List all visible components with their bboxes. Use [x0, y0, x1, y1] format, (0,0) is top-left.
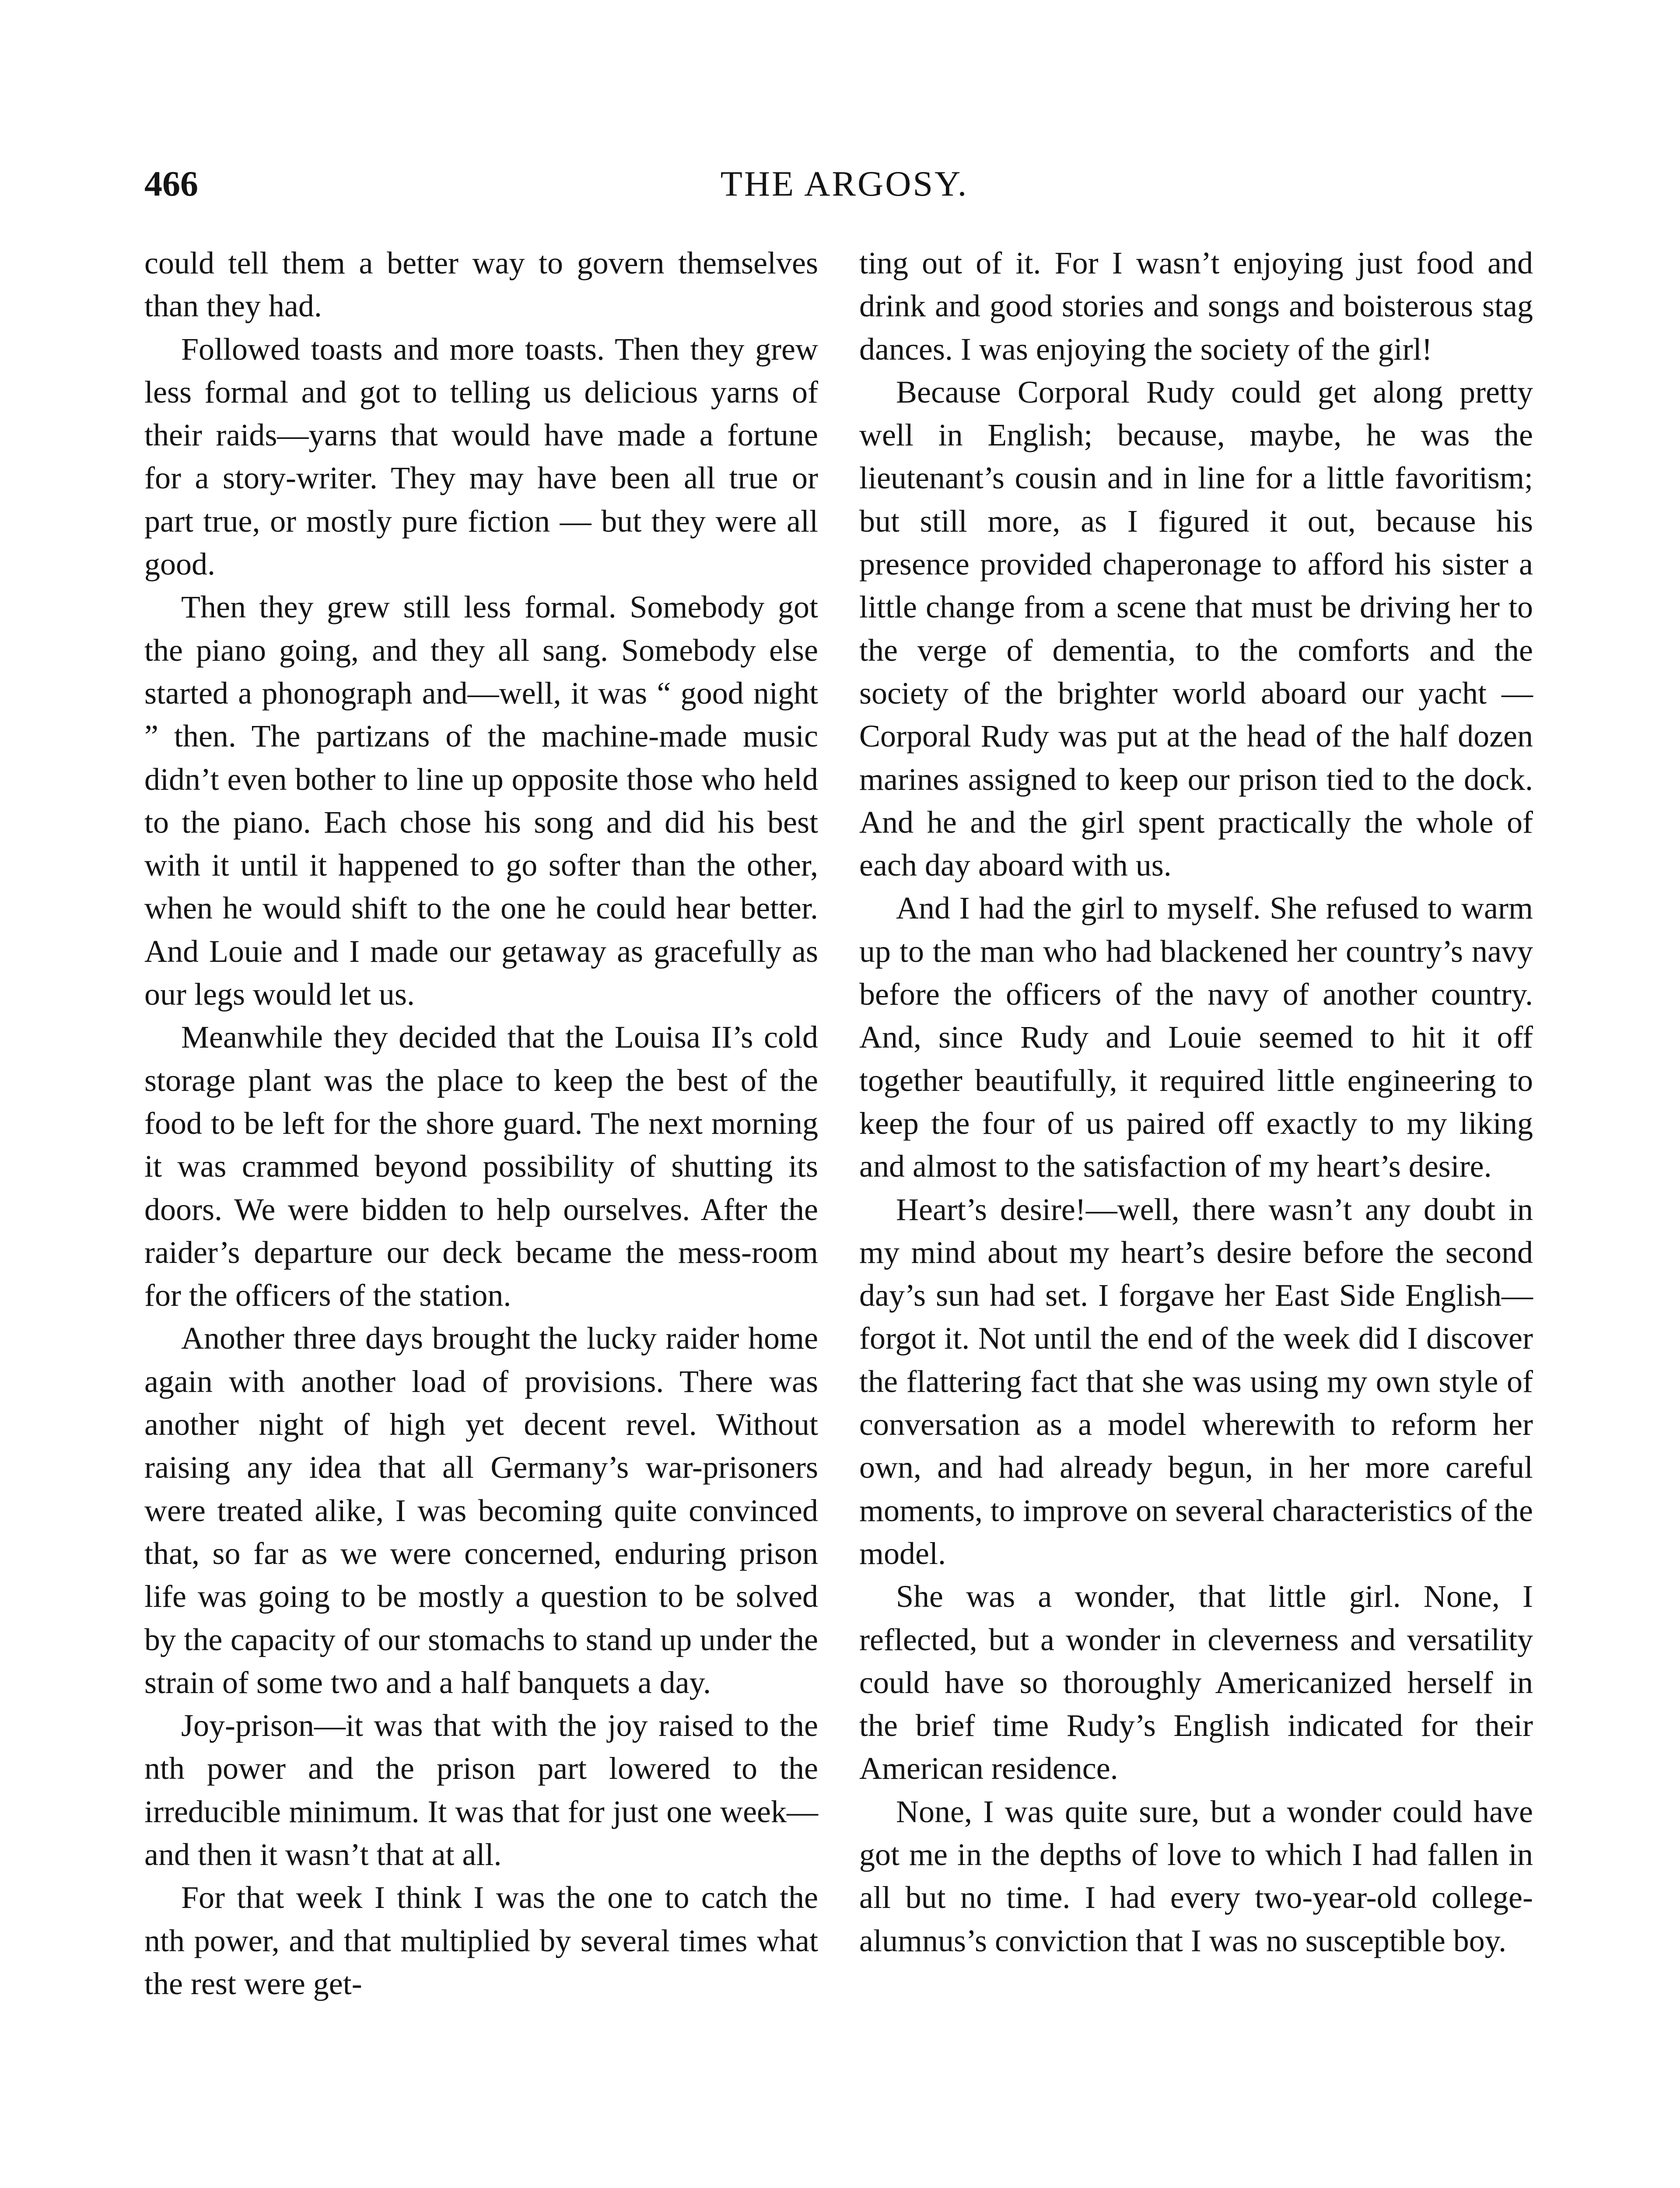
paragraph: And I had the girl to myself. She refused to warm up to the man who had blackened her country’s navy before the officers of the navy of another country. And, since Rudy and Louie seemed to hit it off together beautifully, it required little engineering to keep the four of us paired off exactly to my liking and almost to the satisfaction of my heart’s desire.	[859, 891, 1533, 1184]
page-number: 466	[144, 164, 198, 203]
running-head: THE ARGOSY.	[720, 164, 969, 203]
paragraph: Heart’s desire!—well, there wasn’t any doubt in my mind about my heart’s desire before the second day’s sun had set. I forgave her East Side English—forgot it. Not until the end of the week did I discover the flattering fact that she was using my own style of conversation as a model wherewith to reform her own, and had already begun, in her more careful moments, to improve on several characteristics of the model.	[859, 1192, 1533, 1571]
left-column	[144, 242, 818, 2005]
paragraph: ting out of it. For I wasn’t enjoying just food and drink and good stories and songs and boisterous stag dances. I was enjoying the society of the girl!	[859, 245, 1533, 367]
paragraph: Joy-prison—it was that with the joy raised to the nth power and the prison part lowered to the irreducible minimum. It was that for just one week—and then it wasn’t that at all.	[144, 1708, 818, 1872]
paragraph: She was a wonder, that little girl. None, I reflected, but a wonder in cleverness and versatility could have so thoroughly Americanized herself in the brief time Rudy’s English indicated for their American residence.	[859, 1579, 1533, 1786]
paragraph: Because Corporal Rudy could get along pretty well in English; because, maybe, he was the lieutenant’s cousin and in line for a little favoritism; but still more, as I figured it out, because his presence provided chaperonage to afford his sister a little change from a scene that must be driving her to the verge of dementia, to the comforts and the society of the brighter world aboard our yacht — Corporal Rudy was put at the head of the half dozen marines assigned to keep our prison tied to the dock. And he and the girl spent practically the whole of each day aboard with us.	[859, 374, 1533, 883]
paragraph: Meanwhile they decided that the Louisa II’s cold storage plant was the place to keep the best of the food to be left for the shore guard. The next morning it was crammed beyond possibility of shutting its doors. We were bidden to help ourselves. After the raider’s departure our deck became the mess-room for the officers of the station.	[144, 1020, 818, 1313]
page-header	[144, 153, 1544, 214]
right-column	[859, 242, 1533, 1962]
paragraph: Another three days brought the lucky raider home again with another load of provisions. There was another night of high yet decent revel. Without raising any idea that all Germany’s war-prisoners were treated alike, I was becoming quite convinced that, so far as we were concerned, enduring prison life was going to be mostly a question to be solved by the capacity of our stomachs to stand up under the strain of some two and a half banquets a day.	[144, 1321, 818, 1700]
paragraph: None, I was quite sure, but a wonder could have got me in the depths of love to which I had fallen in all but no time. I had every two-year-old college-alumnus’s conviction that I was no susceptible boy.	[859, 1794, 1533, 1958]
paragraph: Followed toasts and more toasts. Then they grew less formal and got to telling us delicious yarns of their raids—yarns that would have made a fortune for a story-writer. They may have been all true or part true, or mostly pure fiction — but they were all good.	[144, 331, 818, 582]
paragraph: could tell them a better way to govern themselves than they had.	[144, 245, 818, 324]
paragraph: Then they grew still less formal. Somebody got the piano going, and they all sang. Somebody else started a phonograph and—well, it was “ good night ” then. The partizans of the machine-made music didn’t even bother to line up opposite those who held to the piano. Each chose his song and did his best with it until it happened to go softer than the other, when he would shift to the one he could hear better. And Louie and I made our getaway as gracefully as our legs would let us.	[144, 589, 818, 1012]
paragraph: For that week I think I was the one to catch the nth power, and that multiplied by several times what the rest were get-	[144, 1880, 818, 2001]
